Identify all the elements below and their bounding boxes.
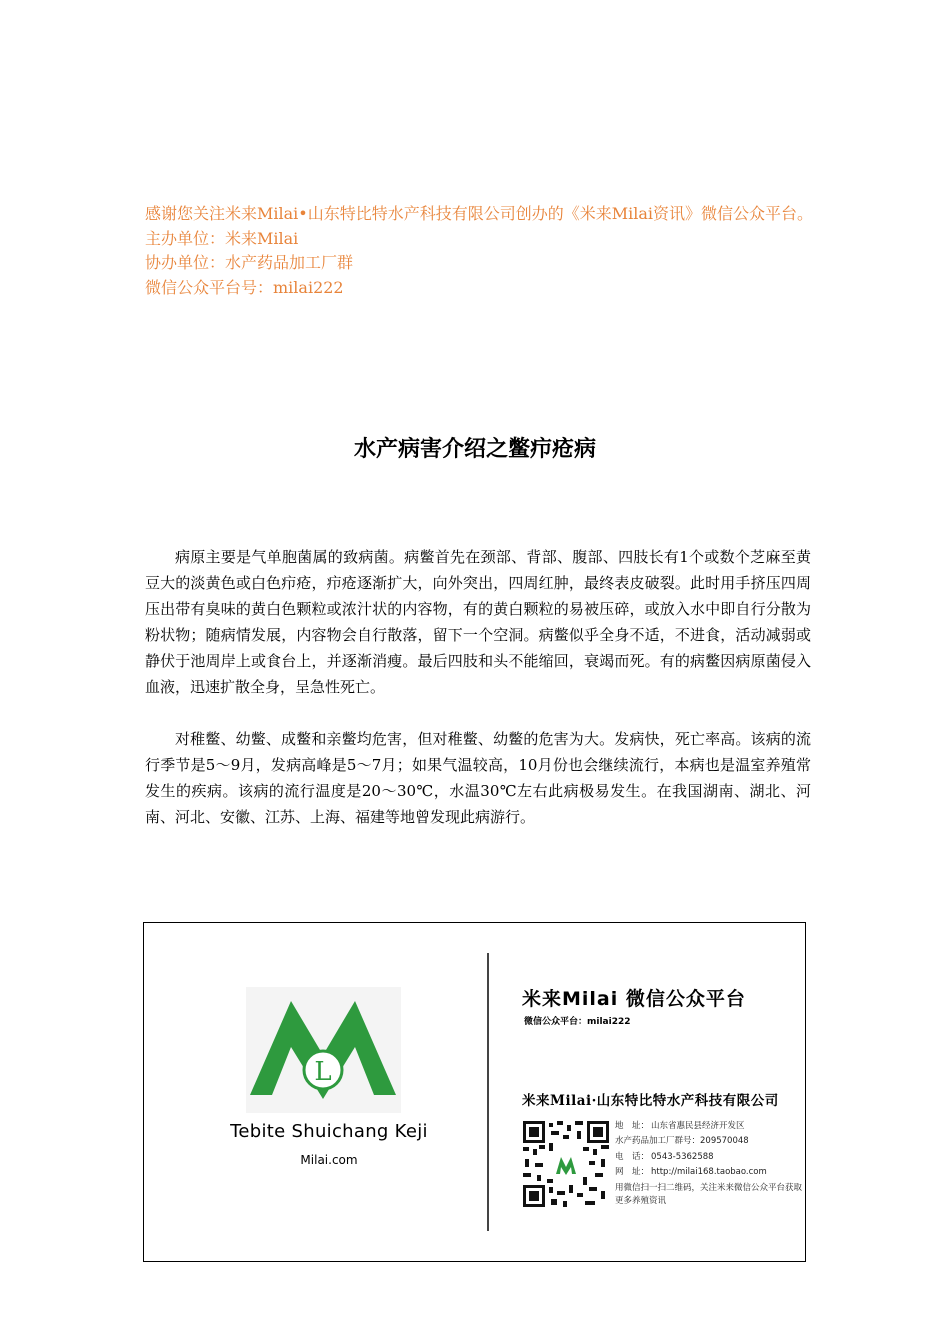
card-divider <box>487 953 489 1231</box>
intro-host: 主办单位：米来Milai <box>145 228 299 248</box>
intro-thanks: 感谢您关注米来Milai•山东特比特水产科技有限公司创办的《米来Milai资讯》微信公众平台。 <box>145 204 813 223</box>
qr-code-icon <box>523 1121 609 1207</box>
article-paragraph-2: 对稚鳖、幼鳖、成鳖和亲鳖均危害，但对稚鳖、幼鳖的危害为大。发病快，死亡率高。该病的流行季节是5～9月，发病高峰是5～7月；如果气温较高，10月份也会继续流行，本病也是温室养殖常发生的疾病。该病的流行温度是20～30℃，水温30℃左右此病极易发生。在我国湖南、湖北、河南、河北、安徽、江苏、上海、福建等地曾发现此病游行。 <box>145 730 811 826</box>
article-paragraph-1: 病原主要是气单胞菌属的致病菌。病鳖首先在颈部、背部、腹部、四肢长有1个或数个芝麻至黄豆大的淡黄色或白色疖疮，疖疮逐渐扩大，向外突出，四周红肿，最终表皮破裂。此时用手挤压四周压出带有臭味的黄白色颗粒或浓汁状的内容物，有的黄白颗粒的易被压碎，或放入水中即自行分散为粉状物；随病情发展，内容物会自行散落，留下一个空洞。病鳖似乎全身不适，不进食，活动减弱或静伏于池周岸上或食台上，并逐渐消瘦。最后四肢和头不能缩回，衰竭而死。有的病鳖因病原菌侵入血液，迅速扩散全身，呈急性死亡。 <box>145 548 811 696</box>
wechat-platform-id: 微信公众平台：milai222 <box>524 1017 631 1027</box>
business-card <box>143 922 806 1262</box>
contact-info <box>615 1119 805 1208</box>
intro-account: 微信公众平台号：milai222 <box>145 277 344 297</box>
intro-block <box>145 202 825 300</box>
article-title: 水产病害介绍之鳖疖疮病 <box>353 436 596 462</box>
scan-note: 用微信扫一扫二维码，关注米来微信公众平台获取更多养殖资讯 <box>615 1182 803 1206</box>
company-name: 米来Milai·山东特比特水产科技有限公司 <box>522 1093 779 1109</box>
brand-website: Milai.com <box>300 1153 358 1167</box>
article-body <box>145 544 811 856</box>
contact-phone: 电 话： 0543-5362588 <box>615 1151 714 1162</box>
intro-cohost: 协办单位：水产药品加工厂群 <box>145 253 354 272</box>
contact-group: 水产药品加工厂群号：209570048 <box>615 1136 749 1147</box>
company-logo <box>246 987 401 1113</box>
brand-english-name: Tebite Shuichang Keji <box>230 1121 428 1142</box>
contact-website: 网 址： http://milai168.taobao.com <box>615 1167 767 1178</box>
wechat-platform-title: 米来Milai 微信公众平台 <box>522 988 746 1010</box>
logo-m-icon <box>246 987 401 1113</box>
contact-address: 地 址： 山东省惠民县经济开发区 <box>615 1121 745 1131</box>
logo-letter: L <box>314 1057 332 1087</box>
